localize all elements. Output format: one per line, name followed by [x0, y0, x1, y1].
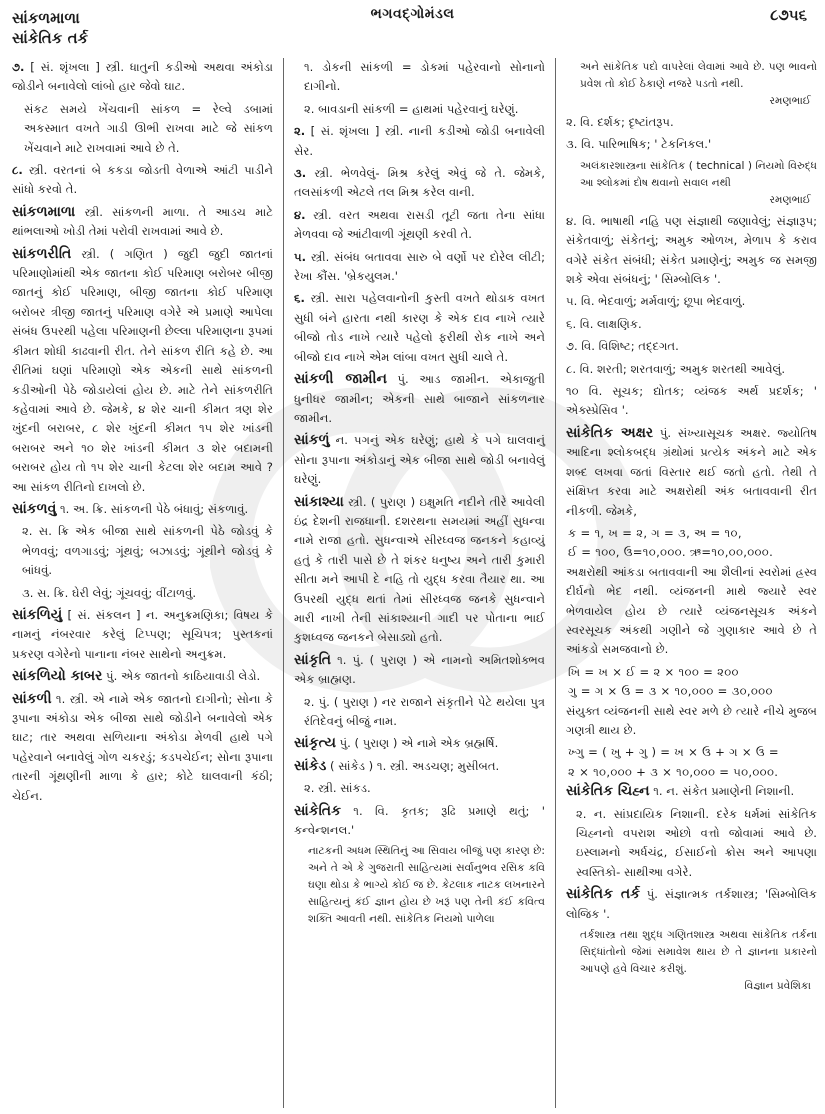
headword: સાંકળી જામીન [293, 371, 387, 388]
dictionary-entry [12, 500, 273, 519]
definition: [ સં. શૃંખલા ] સ્ત્રી. ધાતુની કડીઓ અથવા અંકોડા જોડીને બનાવેલો લાંબો હાર જેવો ઘાટ. [12, 60, 273, 94]
sense-number: ૪. [293, 207, 306, 222]
dictionary-entry [12, 161, 273, 200]
dictionary-entry [12, 667, 273, 686]
dictionary-entry [294, 802, 545, 841]
citation-quote [566, 59, 817, 110]
dictionary-entry [294, 431, 545, 489]
dictionary-entry [294, 289, 545, 367]
equation-line: ગુ = ગ × ઉ = ૩ × ૧૦,૦૦૦ = ૩૦,૦૦૦ [567, 684, 773, 699]
headword: સાંકળવું [12, 500, 57, 517]
column-left [12, 58, 284, 1108]
sense-number: ૩. [293, 166, 307, 181]
definition: ૧. પું. ( પુરાણ ) એ નામનો અમિતશોક્ભવ એક બ્રાહ્મણ. [293, 652, 545, 687]
definition: પું. ( પુરાણ ) એ નામે એક બ્રહ્મર્ષિ. [335, 736, 499, 751]
definition: ૧. વિ. કૃતક; રૂઢિ પ્રમાણે થતું; ' કન્વેન્શનલ.' [293, 803, 545, 838]
sense-definition: ૧૦ વિ. સૂચક; દ્યોતક; વ્યંજક અર્થ પ્રદર્શક; ' એક્સ્પ્રેસિવ '. [565, 384, 817, 418]
definition: પું. સંજ્ઞાત્મક તર્કશાસ્ત્ર; 'સિમ્બોલિક લોજિક '. [565, 887, 817, 921]
definition: સ્ત્રી. ( પુરાણ ) ઇક્ષુમતિ નદીને તીરે આવેલી ઇંદ્ર દેશની રાજધાની. દશરથના સમયમાં અહીં સુધન્વા નામે રાજા હતો. સુધન્વાએ સીરધ્વજ જનકને કહાવ્યું હતું કે તારી પાસે છે તે શંકર ધનુષ્ય અને તારી કુમારી સીતા મને આપી દે નહિ તો યુદ્ધ કરવા તૈયાર થા. આ ઉપરથી યુદ્ધ થતાં તેમાં સીરધ્વજ જનકે સુધન્વાને મારી નાખી તેની સાંકાશ્યાની ગાદી પર પોતાના ભાઈ કુશધ્વજ જનકને બેસાડ્યો હતો. [293, 494, 545, 645]
headword: સાંકૃતિ [293, 651, 332, 668]
headword: સાંકાશ્યા [293, 493, 344, 510]
equation-line: ૨ × ૧૦,૦૦૦ + ૩ × ૧૦,૦૦૦ = ૫૦,૦૦૦. [567, 764, 779, 779]
sense-definition: ૨. ન. સાંપ્રદાયિક નિશાની. દરેક ધર્મમાં સાંકેતિક ચિહ્નનો વપરાશ ઓછો વત્તો જોવામાં આવે છે. ઇસ્લામનો અર્ધચંદ્ર, ઈસાઈનો ક્રોસ અને આપણા સ્વસ્તિકો- સાથીઆ વગેરે. [575, 806, 817, 879]
dictionary-entry [294, 651, 545, 690]
headword: સાંકેડ [293, 757, 327, 774]
sense-definition: ૨. પું. ( પુરાણ ) નર રાજાને સંકૃતીને પેટે થયેલા પુત્ર રંતિદેવનું બીજું નામ. [303, 694, 545, 728]
headword: સાંકેતિક અક્ષર [565, 424, 654, 441]
headword: સાંકળરીતિ [12, 245, 72, 262]
equation-line: ક = ૧, ખ = ૨, ગ = ૩, અ = ૧૦, [567, 525, 742, 540]
sense-number: ૮. [12, 163, 23, 178]
sense-definition: ૫. વિ. ભેદવાળું; મર્મવાળું; છૂપા ભેદવાળું. [565, 294, 746, 309]
column-right [556, 58, 817, 1108]
sense-definition: ૨. સ્ત્રી. સાંકડ. [303, 781, 371, 796]
dictionary-entry [566, 424, 817, 521]
citation-quote [566, 158, 817, 209]
headword: સાંકળિયું [12, 606, 63, 623]
definition: સ્ત્રી. સારા પહેલવાનોની કુસ્તી વખતે થોડાક વખત સુધી બંને હારતા નથી કારણ કે એક દાવ નાખે ત્યારે બીજો તોડ નાખે ત્યારે પહેલો ફરીથી રોક નાખે અને બીજો દાવ નાખે એમ લાંબા વખત સુધી ચાલે તે. [293, 291, 545, 364]
definition: સ્ત્રી. વરત અથવા રાસડી તૂટી જતા તેના સાંધા મેળવવા જે આંટીવાળી ગૂંથણી કરવી તે. [293, 207, 545, 242]
citation-quote: નાટકની અધમ સ્થિતિનું આ સિવાય બીજું પણ કારણ છે: અને તે એ કે ગુજરાતી સાહિત્યમાં સર્વાનુભવ રસિક કવિ ઘણા થોડા કે ભાગ્યે કોઈ જ છે. કેટલાક નાટક લખનારને સાહિત્યનું કંઈ જ્ઞાન હોય છે ખરૂં પણ તેની કંઈ કવિત્વ શક્તિ આવતી નથી. સાંકેતિક નિયમો પાળેલા [307, 845, 545, 926]
sense-number: ૫. [293, 249, 306, 264]
page-number: ૮૭૫૬ [770, 6, 807, 24]
book-title: ભગવદ્ગોમંડલ [370, 6, 455, 22]
column-middle [284, 58, 556, 1108]
definition: સ્ત્રી. સાંકળની માળા. તે આડચ માટે થાંભલાઓ ખોડી તેમાં પરોવી રાખવામાં આવે છે. [12, 204, 273, 239]
definition: ( સાંકેડ ) ૧. સ્ત્રી. અડચણ; મુસીબત. [326, 758, 500, 773]
sense-definition: ૨. વિ. દર્શક; દૃષ્ટાંતરૂપ. [565, 115, 674, 129]
citation-source: વિજ્ઞાન પ્રવેશિકા [744, 980, 811, 993]
sense-definition: ૩. વિ. પારિભાષિક; ' ટેકનિકલ.' [565, 137, 712, 152]
sense-number: ૨. [293, 124, 306, 139]
dictionary-entry [12, 245, 273, 497]
sense-definition: ૪. વિ. ભાષાથી નહિ પણ સંજ્ઞાથી જણાવેલું; સંજ્ઞારૂપ; સંકેતવાળું; સંકેતનું; અમુક ઓળખ, મેળાપ કે કરાવ વગેરે સંકેત સંબંધી; સંકેત પ્રમાણેનું; અમુક જ સમજી શકે એવા સંબંધનું; ' સિમ્બોલિક '. [565, 213, 817, 287]
dictionary-entry [294, 757, 545, 776]
definition: ન. પગનું એક ઘરેણું; હાથે કે પગે ઘાલવાનું સોના રૂપાના અંકોડાનું એક બીજા સાથે જોડી બનાવેલું ઘરેણું. [293, 433, 545, 487]
sense-definition: ૭. વિ. વિશિષ્ટ; તદ્દગત. [565, 339, 679, 354]
headword: સાંકૃત્ય [293, 735, 336, 752]
dictionary-entry [12, 203, 273, 242]
dictionary-entry [294, 164, 545, 203]
headword: સાંકળી [12, 690, 52, 707]
headword: સાંકળમાળા [12, 203, 76, 220]
sense-number: ૭. [12, 60, 25, 74]
definition: સ્ત્રી. વરતનાં બે કકડા જોડતી વેળાએ આંટી પાડીને સાંધો કરવો તે. [12, 163, 273, 197]
dictionary-entry [12, 690, 273, 806]
sense-definition: ૨. સ. ક્રિ એક બીજા સાથે સાંકળની પેઠે જોડવું કે ભેળવવું; વળગાડવું; ગૂંથવું; બઝાડવું; ગૂંથીને જોડવું કે બાંધવું. [22, 524, 273, 578]
dictionary-entry [294, 122, 545, 161]
citation-text: તર્કશાસ્ત્ર તથા શુદ્ધ ગણિતશાસ્ત્ર અથવા સાંકેતિક તર્કના સિદ્ધાંતોનો જેમાં સમાવેશ થાય છે તે જ્ઞાનના પ્રકારનો આપણે હવે વિચાર કરીશું. [579, 929, 817, 976]
definition: પું. સંખ્યાસૂચક અક્ષર. જ્યોતિષ આદિના શ્લોકબદ્ધ ગ્રંથોમાં પ્રત્યેક અંકને માટે એક શબ્દ લખવા જતાં વિસ્તાર થઈ જતો હતો. તેથી તે સંક્ષિપ્ત કરવા માટે અક્ષરોથી અંક બતાવવાની રીત નીકળી. જેમકે, [565, 425, 817, 518]
citation-text: અને સાંકેતિક પદો વાપરેલાં લેવામાં આવે છે. પણ ભાવનો પ્રવેશ તો કોઈ ઠેકાણે નજરે પડતો નથી. [579, 61, 817, 90]
citation-quote [566, 927, 817, 995]
headword: સાંકેતિક [293, 802, 341, 819]
sense-number: ૬. [293, 291, 305, 306]
equation-line: ખિ = ખ × ઈ = ૨ × ૧૦૦ = ૨૦૦ [567, 664, 739, 679]
headword: સાંકેતિક ચિહ્ન [565, 783, 650, 800]
dictionary-entry [12, 606, 273, 664]
citation-source: રમણભાઈ [769, 95, 811, 107]
equation-line: ઈ = ૧૦૦, ઉ=૧૦,૦૦૦. ઋ=૧૦,૦૦,૦૦૦. [567, 545, 774, 560]
dictionary-entry [12, 58, 273, 97]
definition: પું. આડ જામીન. એકાજુતી ધુનીધર જામીન; એકની સાથે બાજાને સાંકળનાર જામીન. [293, 372, 545, 425]
definition: [ સં. સંકલન ] ન. અનુક્રમણિકા; વિષય કે નામનું નંબરવાર કરેલું ટિપ્પણ; સૂચિપત્ર; પુસ્તકનાં પ્રકરણ વગેરેનો પાનાના નંબર સાથેનો અનુક્રમ. [12, 607, 273, 661]
definition: સ્ત્રી. ભેળવેલું- મિશ્ર કરેલું એવું જે તે. જેમકે, તલસાંકળી એટલે તલ મિશ્ર કરેલ વાની. [293, 166, 545, 200]
page-header [0, 0, 825, 55]
sub-definition: સંકટ સમયે ખેંચવાની સાંકળ = રેલ્વે ડબામાં અકસ્માત વખતે ગાડી ઊભી રાખવા માટે જે સાંકળ ખેંચવાને માટે રાખવામાં આવે છે તે. [24, 101, 273, 155]
equation-line: ખ્ગુ = ( ખુ + ગુ ) = ખ × ઉ + ગ × ઉ = [567, 745, 779, 760]
headword: સાંકળિયો કાબર [12, 668, 103, 685]
definition-continued: અક્ષરોથી આંકડા બતાવવાની આ શૈલીનાં સ્વરોમાં હ્રસ્વ દીર્ઘનો ભેદ નથી. વ્યંજનની માથે જ્યારે સ્વર ભેળવાયેલ હોય છે ત્યારે વ્યંજનસૂચક અંકને સ્વરસૂચક અંકથી ગણીને જે ગુણાકાર આવે છે તે આંકડો સમજવાનો છે. [565, 564, 817, 657]
dictionary-entry [294, 206, 545, 245]
dictionary-entry [294, 248, 545, 287]
dictionary-entry [566, 782, 817, 801]
sense-definition: ૮. વિ. શરતી; શરતવાળું; અમુક શરતથી આવેલું. [565, 361, 786, 376]
definition: પું. એક જાતનો કાઠિયાવાડી લેડો. [102, 669, 261, 684]
dictionary-entry [294, 370, 545, 428]
definition: ૧. અ. ક્રિ. સાંકળની પેઠે બંધાવું; સંકળાવું. [56, 501, 249, 516]
definition: [ સં. શૃંખલા ] સ્ત્રી. નાની કડીઓ જોડી બનાવેલી સેર. [293, 124, 545, 158]
dictionary-entry [294, 493, 545, 648]
sense-definition: ૩. સ. ક્રિ. ઘેરી લેવું; ગૂંચવવું; વીંટાળવું. [22, 585, 197, 600]
sense-definition: ૧. ડોકની સાંકળી = ડોકમાં પહેરવાનો સોનાનો દાગીનો. [303, 60, 545, 94]
citation-source: રમણભાઈ [769, 193, 811, 206]
headword: સાંકેતિક તર્ક [565, 886, 641, 903]
definition: સ્ત્રી. ( ગણિત ) જુદી જુદી જાતનાં પરિમાણોમાંથી એક જાતના કોઈ પરિમાણ બરોબર બીજી જાતનું કોઈ પરિમાણ, બીજી જાતના કોઈ પરિમાણ બરોબર ત્રીજી જાતનું પરિમાણ વગેરે એ પ્રમાણે આપેલા સંબંધ ઉપરથી પહેલા પરિમાણની છેલ્લા પરિમાણના રૂપમાં કીમત શોધી કાઢવાની રીત. તેને સાંકળ રીતિ કહે છે. આ રીતિમાં ઘણાં પરિમાણો એક એકની સાથે સાંકળની કડીઓની પેઠે જોડાયેલાં હોય છે. માટે તેને સાંકળરીતિ કહેવામાં આવે છે. જેમકે, ૪ શેર ચાની કીમત ત્રણ શેર ખુંદની બરાબર, ૮ શેર ખુંદની કીમત ૧૫ શેર ખાંડની બરાબર અને ૧૦ શેર ખાંડની કીમત ૩ શેર બદામની બરાબર હોય તો ૧૫ શેર ચાની કેટલા શેર બદામ આવે ? આ સાંકળ રીતિનો દાખલો છે. [12, 246, 273, 494]
definition: સ્ત્રી. સંબંધ બતાવવા સારુ બે વર્ણો પર દોરેલ લીટી; રેખા કૌંસ. 'બ્રેકયુલમ.' [293, 249, 545, 284]
sense-definition: ૬. વિ. લાક્ષણિક. [565, 316, 642, 331]
definition: ૧. ન. સંકેત પ્રમાણેની નિશાની. [649, 784, 795, 799]
definition: ૧. સ્ત્રી. એ નામે એક જાતનો દાગીનો; સોના કે રૂપાના અંકોડા એક બીજા સાથે જોડીને બનાવેલો એક ઘાટ; તાર અથવા સળિયાના અંકોડા મેળવી હાથે પગે પહેરવાને બનાવેલું ગોળ ચકરડું; કડપચેઈન; સોના રૂપાના તારની ગૂંથણીની માળા કે હાર; કોટે ઘાલવાની કંઠી; ચેઈન. [12, 691, 273, 803]
dictionary-entry [566, 885, 817, 924]
dictionary-entry [294, 734, 545, 753]
guide-word-first: સાંકળમાળા [12, 9, 80, 27]
dictionary-columns [12, 58, 817, 1108]
citation-text: અલંકારશાસ્ત્રના સાંકેતિક ( technical ) નિયમો વિરુદ્ધ આ શ્લોકમાં દોષ થવાનો સવાલ નથી [579, 159, 817, 189]
sense-definition: ૨. બાવડાની સાંકળી = હાથમાં પહેરવાનું ઘરેણું. [303, 101, 519, 116]
headword: સાંકળું [293, 432, 330, 449]
guide-word-last: સાંકેતિક તર્ક [12, 29, 89, 47]
definition-continued: સંયુક્ત વ્યંજનની સાથે સ્વર મળે છે ત્યારે નીચે મુજબ ગણત્રી થાય છે. [565, 703, 817, 737]
